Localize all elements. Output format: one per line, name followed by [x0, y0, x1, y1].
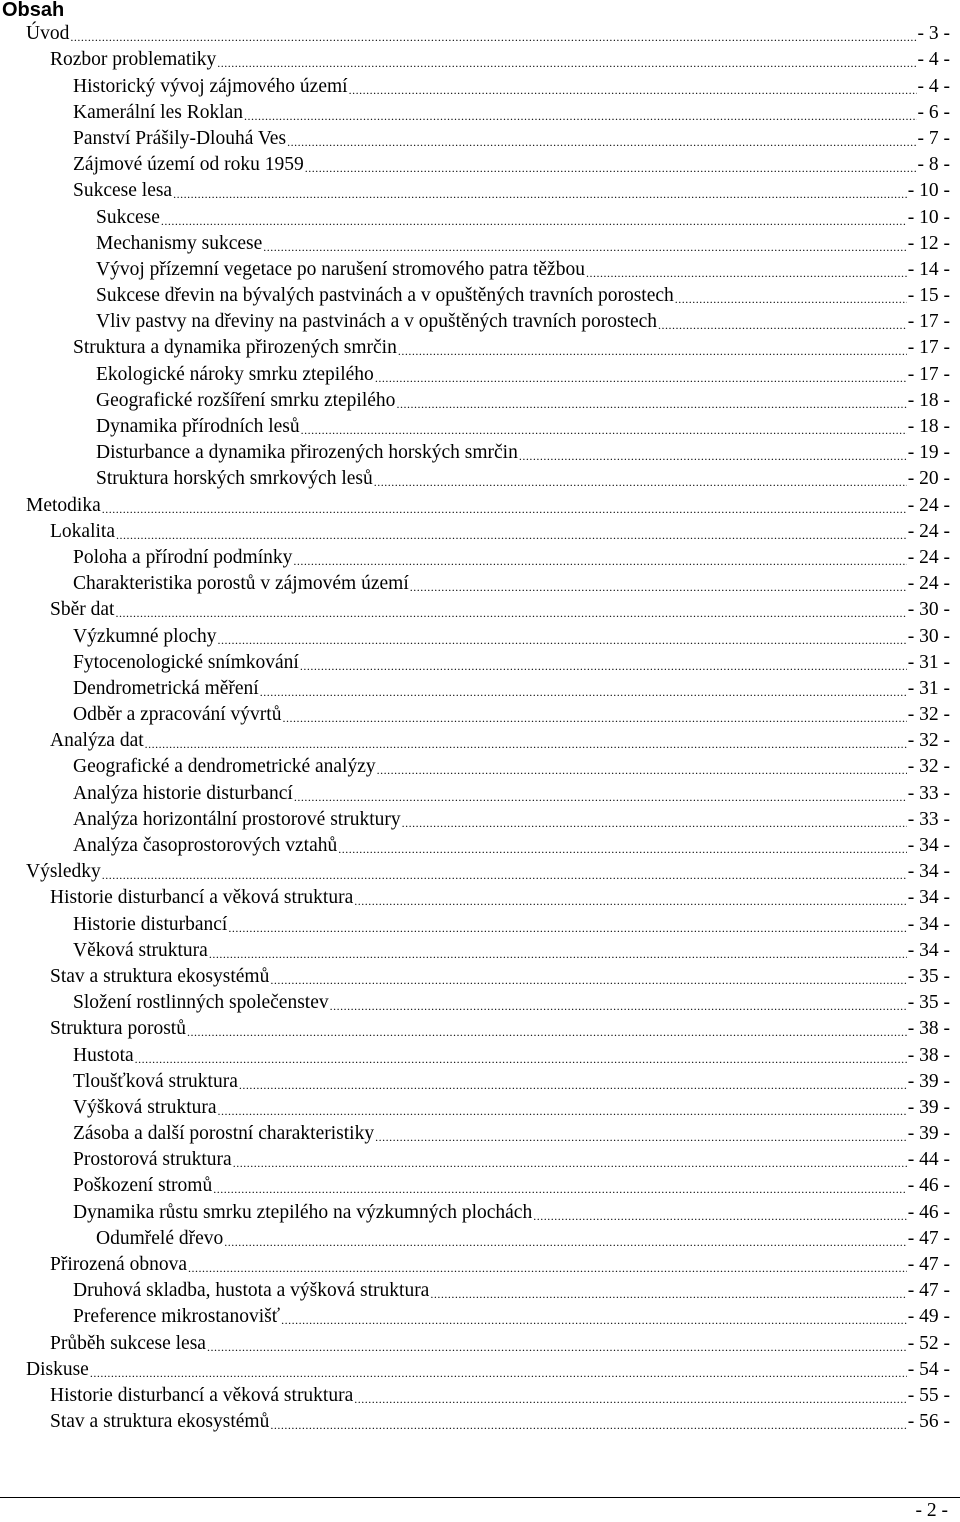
toc-entry-page: - 47 -	[907, 1280, 950, 1302]
toc-entry-page: - 24 -	[907, 520, 950, 542]
toc-entry[interactable]	[0, 152, 950, 178]
toc-entry-page: - 32 -	[907, 730, 950, 752]
toc-entry-title: Geografické rozšíření smrku ztepilého	[96, 389, 396, 411]
toc-entry[interactable]	[0, 335, 950, 361]
toc-entry-page: - 3 -	[917, 23, 950, 45]
toc-entry-page: - 34 -	[907, 939, 950, 961]
toc-entry-title: Sukcese lesa	[73, 180, 173, 202]
toc-entry-page: - 49 -	[907, 1306, 950, 1328]
toc-leader-dots	[102, 865, 907, 885]
toc-entry-page: - 34 -	[907, 913, 950, 935]
toc-entry[interactable]	[0, 754, 950, 780]
toc-entry-page: - 46 -	[907, 1201, 950, 1223]
toc-leader-dots	[260, 682, 907, 702]
toc-entry-title: Průběh sukcese lesa	[50, 1332, 206, 1354]
toc-entry-page: - 31 -	[907, 651, 950, 673]
toc-entry-page: - 34 -	[907, 861, 950, 883]
toc-entry-title: Tloušťková struktura	[73, 1070, 238, 1092]
toc-entry-title: Odběr a zpracování vývrtů	[73, 704, 282, 726]
toc-entry[interactable]	[0, 807, 950, 833]
toc-entry-title: Výzkumné plochy	[73, 625, 217, 647]
toc-leader-dots	[116, 525, 907, 545]
toc-leader-dots	[244, 106, 916, 126]
toc-entry-page: - 20 -	[907, 468, 950, 490]
page-title: Obsah	[2, 0, 65, 21]
toc-leader-dots	[233, 1153, 907, 1173]
toc-entry[interactable]	[0, 938, 950, 964]
toc-entry-title: Analýza horizontální prostorové struktury	[73, 808, 401, 830]
toc-leader-dots	[270, 1415, 906, 1435]
toc-entry[interactable]	[0, 47, 950, 73]
toc-entry-page: - 46 -	[907, 1175, 950, 1197]
toc-entry[interactable]	[0, 780, 950, 806]
toc-entry-title: Odumřelé dřevo	[96, 1227, 224, 1249]
toc-entry-page: - 6 -	[917, 101, 950, 123]
toc-entry-title: Analýza časoprostorových vztahů	[73, 835, 338, 856]
toc-entry-title: Úvod	[26, 23, 70, 45]
toc-entry-page: - 44 -	[907, 1149, 950, 1171]
toc-leader-dots	[375, 1127, 907, 1147]
toc-entry-title: Složení rostlinných společenstev	[73, 992, 329, 1014]
toc-entry-page: - 17 -	[907, 311, 950, 333]
toc-leader-dots	[675, 289, 907, 309]
toc-entry-title: Sběr dat	[50, 599, 115, 621]
toc-entry-page: - 17 -	[907, 337, 950, 359]
toc-entry-title: Preference mikrostanovišť	[73, 1306, 281, 1328]
toc-entry-title: Historie disturbancí	[73, 913, 228, 935]
toc-entry-page: - 18 -	[907, 389, 950, 411]
toc-entry[interactable]	[0, 231, 950, 257]
toc-leader-dots	[377, 760, 907, 780]
toc-entry[interactable]	[0, 728, 950, 754]
toc-entry[interactable]	[0, 309, 950, 335]
toc-entry[interactable]	[0, 990, 950, 1016]
toc-entry-title: Výsledky	[26, 861, 101, 883]
toc-entry-title: Kamerální les Roklan	[73, 101, 244, 123]
toc-entry-title: Dynamika přírodních lesů	[96, 416, 300, 437]
toc-leader-dots	[398, 341, 907, 361]
toc-entry[interactable]	[0, 492, 950, 518]
toc-leader-dots	[301, 420, 907, 440]
toc-entry-title: Panství Prášily-Dlouhá Ves	[73, 127, 287, 149]
toc-leader-dots	[187, 1022, 907, 1042]
toc-entry-page: - 24 -	[907, 494, 950, 516]
toc-entry-page: - 30 -	[907, 599, 950, 621]
toc-entry[interactable]	[0, 519, 950, 545]
toc-entry-title: Diskuse	[26, 1358, 89, 1380]
toc-entry[interactable]	[0, 964, 950, 990]
toc-leader-dots	[586, 263, 907, 283]
toc-entry[interactable]	[0, 361, 950, 387]
toc-entry[interactable]	[0, 1121, 950, 1147]
toc-entry-page: - 52 -	[907, 1332, 950, 1354]
toc-entry-page: - 31 -	[907, 677, 950, 699]
toc-entry[interactable]	[0, 702, 950, 728]
toc-entry-page: - 8 -	[917, 154, 950, 176]
toc-leader-dots	[263, 237, 907, 257]
toc-leader-dots	[305, 158, 917, 178]
toc-leader-dots	[338, 839, 907, 859]
toc-entry-title: Prostorová struktura	[73, 1149, 232, 1171]
toc-entry-title: Přirozená obnova	[50, 1254, 187, 1275]
toc-entry[interactable]	[0, 126, 950, 152]
toc-entry[interactable]	[0, 1330, 950, 1356]
toc-leader-dots	[102, 499, 907, 519]
toc-entry[interactable]	[0, 73, 950, 99]
toc-leader-dots	[209, 944, 907, 964]
toc-leader-dots	[224, 1232, 907, 1252]
toc-entry-page: - 56 -	[907, 1411, 950, 1433]
toc-entry-page: - 34 -	[907, 887, 950, 909]
toc-leader-dots	[402, 813, 907, 833]
toc-entry-title: Lokalita	[50, 520, 115, 542]
toc-leader-dots	[173, 184, 907, 204]
toc-leader-dots	[300, 656, 907, 676]
toc-entry-title: Hustota	[73, 1044, 134, 1066]
toc-entry-page: - 38 -	[907, 1018, 950, 1040]
toc-entry-page: - 19 -	[907, 442, 950, 464]
toc-entry[interactable]	[0, 1383, 950, 1409]
toc-entry-title: Struktura porostů	[50, 1018, 186, 1040]
toc-entry[interactable]	[0, 466, 950, 492]
toc-entry-title: Historický vývoj zájmového území	[73, 75, 348, 97]
toc-entry-page: - 30 -	[907, 625, 950, 647]
toc-entry-page: - 4 -	[917, 49, 950, 71]
toc-entry-page: - 14 -	[907, 258, 950, 280]
toc-leader-dots	[375, 368, 907, 388]
toc-entry[interactable]	[0, 1042, 950, 1068]
toc-leader-dots	[145, 734, 907, 754]
toc-entry-title: Vliv pastvy na dřeviny na pastvinách a v opuštěných travních porostech	[96, 311, 658, 333]
toc-leader-dots	[354, 1389, 907, 1409]
toc-entry-title: Analýza historie disturbancí	[73, 782, 293, 804]
toc-entry-title: Dynamika růstu smrku ztepilého na výzkumných plochách	[73, 1201, 533, 1223]
toc-entry[interactable]	[0, 859, 950, 885]
toc-leader-dots	[349, 80, 917, 100]
toc-entry[interactable]	[0, 1278, 950, 1304]
toc-entry[interactable]	[0, 1173, 950, 1199]
toc-leader-dots	[658, 315, 907, 335]
toc-entry-title: Mechanismy sukcese	[96, 232, 263, 254]
toc-entry-page: - 35 -	[907, 965, 950, 987]
toc-entry-title: Věková struktura	[73, 939, 208, 961]
toc-leader-dots	[294, 787, 907, 807]
toc-entry-page: - 15 -	[907, 285, 950, 307]
toc-entry-page: - 33 -	[907, 782, 950, 804]
toc-entry[interactable]	[0, 1095, 950, 1121]
toc-entry-title: Charakteristika porostů v zájmovém území	[73, 573, 409, 595]
toc-entry-page: - 12 -	[907, 232, 950, 254]
toc-entry[interactable]	[0, 1226, 950, 1252]
toc-entry-title: Sukcese	[96, 206, 160, 228]
toc-entry-title: Geografické a dendrometrické analýzy	[73, 756, 376, 778]
toc-leader-dots	[161, 211, 907, 231]
toc-entry-title: Disturbance a dynamika přirozených horských smrčin	[96, 442, 518, 464]
toc-leader-dots	[293, 551, 906, 571]
toc-entry-page: - 35 -	[907, 992, 950, 1014]
toc-entry-page: - 34 -	[907, 835, 950, 856]
toc-entry[interactable]	[0, 257, 950, 283]
toc-entry-page: - 33 -	[907, 808, 950, 830]
toc-entry-page: - 39 -	[907, 1096, 950, 1118]
footer-page-number: - 2 -	[915, 1500, 948, 1521]
toc-entry-page: - 38 -	[907, 1044, 950, 1066]
toc-entry-page: - 10 -	[907, 180, 950, 202]
toc-entry[interactable]	[0, 911, 950, 937]
toc-entry[interactable]	[0, 676, 950, 702]
toc-entry-page: - 24 -	[907, 546, 950, 568]
toc-leader-dots	[282, 708, 906, 728]
toc-entry[interactable]	[0, 1252, 950, 1278]
toc-leader-dots	[217, 53, 916, 73]
toc-entry[interactable]	[0, 1199, 950, 1225]
toc-entry-page: - 47 -	[907, 1254, 950, 1275]
toc-entry-title: Struktura a dynamika přirozených smrčin	[73, 337, 397, 359]
toc-entry-page: - 54 -	[907, 1358, 950, 1380]
toc-entry-title: Historie disturbancí a věková struktura	[50, 1384, 354, 1406]
toc-entry[interactable]	[0, 1304, 950, 1330]
toc-entry-title: Rozbor problematiky	[50, 49, 217, 71]
toc-leader-dots	[287, 132, 916, 152]
toc-leader-dots	[90, 1363, 907, 1383]
table-of-contents	[0, 21, 950, 1435]
toc-entry[interactable]	[0, 414, 950, 440]
toc-entry[interactable]	[0, 833, 950, 859]
toc-entry-page: - 24 -	[907, 573, 950, 595]
toc-leader-dots	[135, 1049, 907, 1069]
toc-entry-page: - 47 -	[907, 1227, 950, 1249]
toc-entry-title: Stav a struktura ekosystémů	[50, 1411, 270, 1433]
toc-entry[interactable]	[0, 204, 950, 230]
toc-entry-title: Poškození stromů	[73, 1175, 213, 1197]
toc-entry-title: Stav a struktura ekosystémů	[50, 965, 270, 987]
toc-entry-page: - 18 -	[907, 416, 950, 437]
toc-leader-dots	[270, 970, 906, 990]
toc-entry-title: Sukcese dřevin na bývalých pastvinách a v opuštěných travních porostech	[96, 285, 674, 307]
toc-entry-page: - 55 -	[907, 1384, 950, 1406]
toc-entry[interactable]	[0, 100, 950, 126]
toc-entry[interactable]	[0, 650, 950, 676]
toc-entry-page: - 39 -	[907, 1123, 950, 1145]
toc-entry[interactable]	[0, 440, 950, 466]
toc-entry[interactable]	[0, 388, 950, 414]
toc-entry-title: Ekologické nároky smrku ztepilého	[96, 363, 374, 385]
toc-entry[interactable]	[0, 545, 950, 571]
toc-entry[interactable]	[0, 283, 950, 309]
toc-leader-dots	[430, 1284, 906, 1304]
toc-entry[interactable]	[0, 1147, 950, 1173]
toc-entry[interactable]	[0, 623, 950, 649]
toc-entry[interactable]	[0, 885, 950, 911]
toc-entry-page: - 17 -	[907, 363, 950, 385]
toc-entry[interactable]	[0, 1357, 950, 1383]
toc-entry-title: Analýza dat	[50, 730, 144, 752]
toc-entry-title: Zásoba a další porostní charakteristiky	[73, 1123, 375, 1145]
toc-entry[interactable]	[0, 178, 950, 204]
toc-entry[interactable]	[0, 571, 950, 597]
toc-leader-dots	[410, 577, 907, 597]
toc-entry[interactable]	[0, 1409, 950, 1435]
toc-entry-title: Dendrometrická měření	[73, 677, 259, 699]
toc-entry-page: - 39 -	[907, 1070, 950, 1092]
toc-entry-page: - 7 -	[917, 127, 950, 149]
toc-entry-page: - 32 -	[907, 704, 950, 726]
toc-entry-title: Historie disturbancí a věková struktura	[50, 887, 354, 909]
toc-leader-dots	[218, 630, 907, 650]
toc-entry-page: - 32 -	[907, 756, 950, 778]
toc-entry-title: Zájmové území od roku 1959	[73, 154, 304, 176]
toc-leader-dots	[218, 1101, 907, 1121]
toc-entry-page: - 10 -	[907, 206, 950, 228]
toc-entry-title: Metodika	[26, 494, 101, 516]
toc-leader-dots	[354, 891, 907, 911]
toc-leader-dots	[70, 27, 916, 47]
toc-entry-title: Struktura horských smrkových lesů	[96, 468, 373, 490]
toc-leader-dots	[207, 1337, 907, 1357]
toc-leader-dots	[188, 1258, 907, 1278]
toc-entry[interactable]	[0, 597, 950, 623]
toc-leader-dots	[239, 1075, 907, 1095]
toc-entry[interactable]	[0, 1069, 950, 1095]
toc-leader-dots	[228, 918, 906, 938]
toc-leader-dots	[330, 996, 907, 1016]
toc-leader-dots	[281, 1310, 907, 1330]
toc-leader-dots	[533, 1206, 907, 1226]
toc-leader-dots	[396, 394, 906, 414]
toc-entry-title: Vývoj přízemní vegetace po narušení stromového patra těžbou	[96, 258, 585, 280]
toc-leader-dots	[115, 603, 906, 623]
toc-entry-page: - 4 -	[917, 75, 950, 97]
toc-leader-dots	[519, 446, 907, 466]
toc-entry-title: Poloha a přírodní podmínky	[73, 546, 293, 568]
footer-divider	[0, 1497, 960, 1498]
toc-entry[interactable]	[0, 21, 950, 47]
toc-leader-dots	[374, 472, 907, 492]
toc-entry-title: Druhová skladba, hustota a výšková struktura	[73, 1280, 430, 1302]
toc-entry[interactable]	[0, 1016, 950, 1042]
toc-leader-dots	[213, 1179, 907, 1199]
toc-entry-title: Fytocenologické snímkování	[73, 651, 299, 673]
toc-entry-title: Výšková struktura	[73, 1096, 217, 1118]
